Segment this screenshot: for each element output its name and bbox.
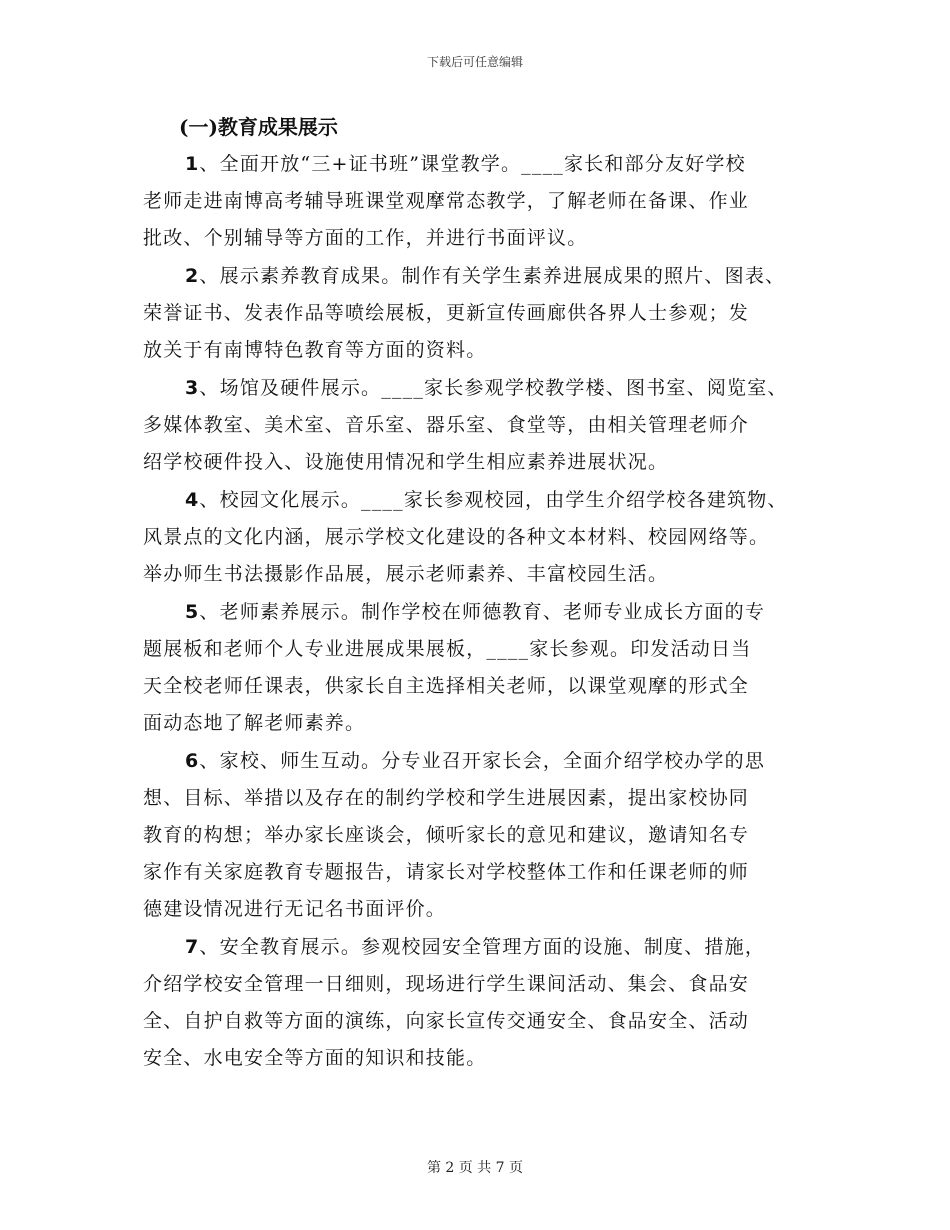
paragraph-line: 荣誉证书、发表作品等喷绘展板，更新宣传画廊供各界人士参观；发	[143, 302, 750, 324]
paragraph-line: 多媒体教室、美术室、音乐室、器乐室、食堂等，由相关管理老师介	[143, 414, 750, 436]
paragraph-4	[143, 482, 833, 593]
paragraph-line: 批改、个别辅导等方面的工作，并进行书面评议。	[143, 227, 588, 249]
paragraph-line	[143, 482, 833, 519]
paragraph-6	[143, 743, 833, 928]
paragraph-text: 、安全教育展示。参观校园安全管理方面的设施、制度、措施，	[199, 936, 766, 958]
paragraph-line	[143, 258, 833, 295]
page-number: 第 2 页 共 7 页	[426, 1160, 524, 1176]
paragraph-line: 题展板和老师个人专业进展成果展板，____家长参观。印发活动日当	[143, 638, 752, 660]
paragraph-line	[143, 929, 833, 966]
paragraph-line: 安全、水电安全等方面的知识和技能。	[143, 1047, 487, 1069]
paragraph-3	[143, 370, 833, 481]
item-number: 4	[185, 489, 200, 511]
document-body	[143, 108, 833, 1078]
paragraph-line: 全、自护自救等方面的演练，向家长宣传交通安全、食品安全、活动	[143, 1010, 750, 1032]
paragraph-line: 家作有关家庭教育专题报告，请家长对学校整体工作和任课老师的师	[143, 861, 750, 883]
page-header: 下载后可任意编辑	[426, 55, 523, 69]
paragraph-text: 、全面开放“三+证书班”课堂教学。____家长和部分友好学校	[199, 153, 746, 175]
paragraph-line: 想、目标、举措以及存在的制约学校和学生进展因素，提出家校协同	[143, 787, 750, 809]
paragraph-line: 教育的构想；举办家长座谈会，倾听家长的意见和建议，邀请知名专	[143, 824, 750, 846]
paragraph-line	[143, 370, 833, 407]
paragraph-line: 介绍学校安全管理一日细则，现场进行学生课间活动、集会、食品安	[143, 973, 750, 995]
paragraph-line: 风景点的文化内涵，展示学校文化建设的各种文本材料、校园网络等。	[143, 526, 770, 548]
paragraph-text: 、家校、师生互动。分专业召开家长会，全面介绍学校办学的思	[199, 750, 766, 772]
item-number: 6	[185, 750, 200, 772]
item-number: 1	[185, 153, 200, 175]
paragraph-line	[143, 146, 833, 183]
paragraph-line: 天全校老师任课表，供家长自主选择相关老师，以课堂观摩的形式全	[143, 675, 750, 697]
paragraph-text: 、展示素养教育成果。制作有关学生素养进展成果的照片、图表、	[199, 265, 786, 287]
paragraph-line: 面动态地了解老师素养。	[143, 712, 366, 734]
paragraph-2	[143, 258, 833, 369]
paragraph-line	[143, 594, 833, 631]
section-title: (一)教育成果展示	[179, 115, 338, 139]
paragraph-text: 、老师素养展示。制作学校在师德教育、老师专业成长方面的专	[199, 601, 766, 623]
paragraph-line: 举办师生书法摄影作品展，展示老师素养、丰富校园生活。	[143, 563, 669, 585]
paragraph-line: 放关于有南博特色教育等方面的资料。	[143, 339, 487, 361]
paragraph-text: 、校园文化展示。____家长参观校园，由学生介绍学校各建筑物、	[199, 489, 788, 511]
paragraph-7	[143, 929, 833, 1077]
paragraph-line: 绍学校硬件投入、设施使用情况和学生相应素养进展状况。	[143, 451, 669, 473]
paragraph-text: 、场馆及硬件展示。____家长参观学校教学楼、图书室、阅览室、	[199, 377, 788, 399]
item-number: 3	[185, 377, 200, 399]
paragraph-line	[143, 743, 833, 780]
item-number: 5	[185, 601, 200, 623]
item-number: 7	[185, 936, 200, 958]
item-number: 2	[185, 265, 200, 287]
paragraph-5	[143, 594, 833, 742]
paragraph-line: 德建设情况进行无记名书面评价。	[143, 898, 447, 920]
paragraph-1	[143, 146, 833, 257]
paragraph-line: 老师走进南博高考辅导班课堂观摩常态教学，了解老师在备课、作业	[143, 190, 750, 212]
